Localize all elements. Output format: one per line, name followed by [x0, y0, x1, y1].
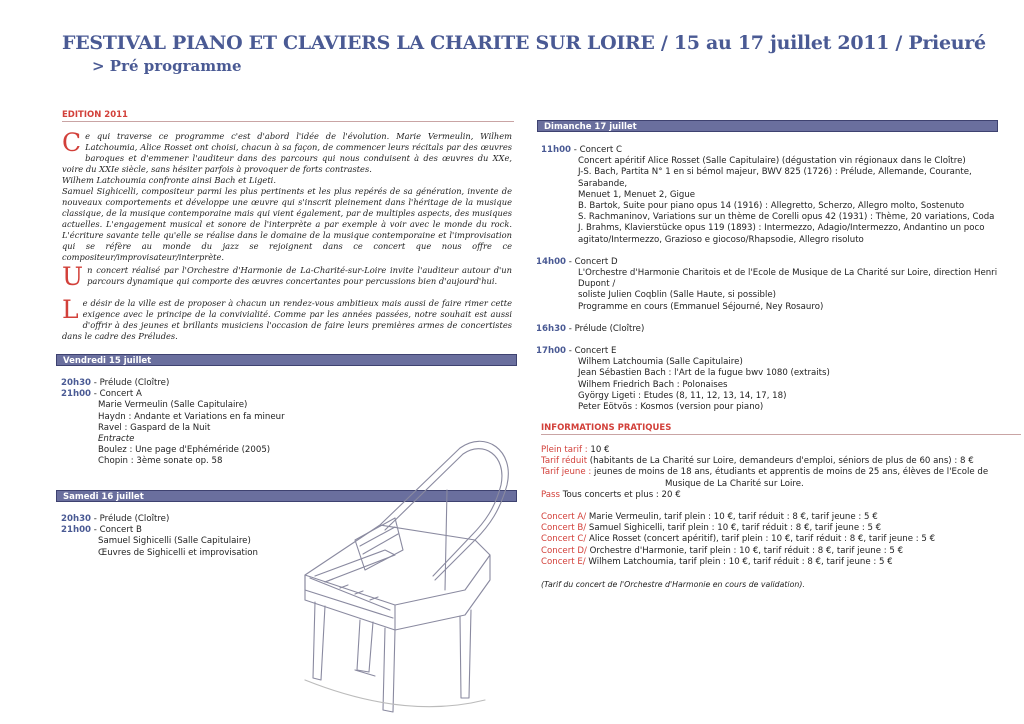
event-label: - Prélude (Cloître) — [566, 323, 645, 334]
event-time: 21h00 — [61, 525, 92, 536]
infos-rule — [541, 434, 1021, 435]
event-concert-a — [61, 389, 511, 400]
program-line: Jean Sébastien Bach : l'Art de la fugue bwv 1080 (extraits) — [578, 368, 830, 379]
price-jeune — [541, 467, 1021, 478]
infos-block — [541, 445, 1021, 590]
edition-label: EDITION 2011 — [62, 110, 128, 120]
event-label: - Concert A — [91, 389, 142, 400]
day-bar-vendredi: Vendredi 15 juillet — [56, 354, 517, 366]
price-key: Pass — [541, 489, 561, 500]
concert-price — [541, 523, 1021, 534]
page-title: FESTIVAL PIANO ET CLAVIERS LA CHARITE SUR LOIRE / 15 au 17 juillet 2011 / Prieuré — [62, 32, 986, 54]
price-value: Tous concerts et plus : 20 € — [560, 489, 681, 500]
program-line: B. Bartok, Suite pour piano opus 14 (1916) : Allegretto, Scherzo, Allegro molto, Sostenuto — [578, 201, 965, 212]
event-prelude — [536, 324, 1021, 335]
concert-price — [541, 534, 1021, 545]
event-time: 16h30 — [536, 323, 567, 334]
concert-value: Samuel Sighicelli, tarif plein : 10 €, tarif réduit : 8 €, tarif jeune : 5 € — [586, 523, 882, 534]
edition-intro-3 — [62, 295, 512, 342]
concert-price — [541, 557, 1021, 568]
program-line: Haydn : Andante et Variations en fa mineur — [98, 411, 285, 422]
program-line: agitato/Intermezzo, Grazioso e giocoso/Rhapsodie, Allegro risoluto — [578, 234, 864, 245]
event-time: 14h00 — [536, 256, 567, 267]
edition-rule — [62, 121, 514, 122]
event-concert-c — [541, 145, 1021, 156]
price-value: (habitants de La Charité sur Loire, demandeurs d'emploi, séniors de plus de 60 ans) : 8 € — [587, 456, 974, 467]
program-line: J-S. Bach, Partita N° 1 en si bémol majeur, BWV 825 (1726) : Prélude, Allemande, Courante, Sarabande, — [578, 167, 972, 189]
concert-key: Concert A/ — [541, 512, 587, 523]
price-key: Tarif réduit — [541, 456, 588, 467]
infos-label: INFORMATIONS PRATIQUES — [541, 423, 672, 433]
concert-value: Alice Rosset (concert apéritif), tarif plein : 10 €, tarif réduit : 8 €, tarif jeune : 5 € — [586, 534, 936, 545]
event-concert-e — [536, 346, 1021, 357]
program-line: Menuet 1, Menuet 2, Gigue — [578, 189, 696, 200]
event-label: - Concert C — [571, 145, 622, 155]
program-line: Wilhem Latchoumia (Salle Capitulaire) — [578, 357, 743, 368]
dropcap-l: L — [62, 295, 79, 324]
program-line: Concert apéritif Alice Rosset (Salle Capitulaire) (dégustation vin régionaux dans le Cloître) — [578, 156, 966, 167]
page-subtitle: > Pré programme — [92, 57, 242, 75]
concert-value: Orchestre d'Harmonie, tarif plein : 10 €, tarif réduit : 8 €, tarif jeune : 5 € — [586, 545, 904, 556]
intro-p3: e désir de la ville est de proposer à chacun un rendez-vous ambitieux mais aussi de faire rimer cette exigence avec le principe de la convivialité. Comme par les années passées, notre souhait est aussi d'offrir à des jeunes et brillants musiciens l'occasion de faire leurs premières armes de concertistes dans le cadre des Préludes. — [62, 298, 512, 341]
concert-key: Concert B/ — [541, 523, 587, 534]
event-label: - Concert D — [566, 256, 618, 267]
program-line: soliste Julien Coqblin (Salle Haute, si possible) — [578, 290, 777, 301]
dropcap-c: C — [62, 128, 82, 157]
price-pass — [541, 490, 1021, 501]
concert-key: Concert E/ — [541, 556, 586, 567]
program-line: Peter Eötvös : Kosmos (version pour piano) — [578, 402, 764, 413]
event-prelude — [61, 378, 511, 389]
program-line: S. Rachmaninov, Variations sur un thème de Corelli opus 42 (1931) : Thème, 20 variations, Coda — [578, 212, 995, 223]
program-line: Marie Vermeulin (Salle Capitulaire) — [98, 400, 248, 411]
event-label: - Prélude (Cloître) — [91, 378, 170, 388]
tarif-note: (Tarif du concert de l'Orchestre d'Harmonie en cours de validation). — [541, 580, 805, 590]
price-jeune-cont: Musique de La Charité sur Loire. — [665, 478, 804, 489]
program-line: L'Orchestre d'Harmonie Charitois et de l'Ecole de Musique de La Charité sur Loire, direction Henri Dupont / — [578, 268, 998, 290]
price-value: 10 € — [587, 445, 610, 455]
concert-price — [541, 546, 1021, 557]
day-bar-dimanche: Dimanche 17 juillet — [537, 120, 998, 132]
program-line: Chopin : 3ème sonate op. 58 — [98, 456, 223, 467]
concert-key: Concert C/ — [541, 534, 587, 545]
edition-intro-2 — [62, 262, 512, 291]
price-key: Plein tarif : — [541, 445, 588, 455]
event-time: 20h30 — [61, 378, 92, 388]
program-line: György Ligeti : Etudes (8, 11, 12, 13, 14, 17, 18) — [578, 390, 787, 401]
program-line: Œuvres de Sighicelli et improvisation — [98, 547, 258, 558]
event-concert-d — [536, 257, 1021, 268]
program-line: Wilhem Friedrich Bach : Polonaises — [578, 379, 728, 390]
grand-piano-icon — [285, 430, 530, 720]
event-time: 17h00 — [536, 346, 567, 357]
event-label: - Prélude (Cloître) — [91, 514, 170, 524]
schedule-dimanche — [536, 145, 1021, 413]
event-label: - Concert B — [91, 525, 142, 536]
price-value: jeunes de moins de 18 ans, étudiants et apprentis de moins de 25 ans, élèves de l'Ecole de — [591, 467, 989, 478]
price-plein — [541, 445, 1021, 456]
intro-p1b: Wilhem Latchoumia confronte ainsi Bach et Ligeti. — [62, 175, 276, 185]
concert-key: Concert D/ — [541, 545, 587, 556]
event-time: 11h00 — [541, 145, 572, 155]
day-bar-samedi: Samedi 16 juillet — [56, 490, 517, 502]
concert-value: Marie Vermeulin, tarif plein : 10 €, tarif réduit : 8 €, tarif jeune : 5 € — [586, 512, 878, 523]
event-label: - Concert E — [566, 346, 617, 357]
edition-intro-1 — [62, 128, 512, 263]
concert-value: Wilhem Latchoumia, tarif plein : 10 €, tarif réduit : 8 €, tarif jeune : 5 € — [585, 556, 893, 567]
program-line: Ravel : Gaspard de la Nuit — [98, 422, 211, 433]
dropcap-u: U — [62, 262, 84, 291]
intro-p1: e qui traverse ce programme c'est d'abord l'idée de l'évolution. Marie Vermeulin, Wilhem Latchoumia, Alice Rosset ont choisi, chacun à sa façon, de commencer leurs récitals par des œuvres baroques et d'emmener l'auditeur dans des parcours qui nous conduisent à des œuvres du XXe, voire du XXIe siècle, sans hésiter parfois à provoquer de forts contrastes. — [62, 131, 512, 174]
program-line: J. Brahms, Klavierstücke opus 119 (1893) : Intermezzo, Adagio/Intermezzo, Andantino un poco — [578, 223, 985, 234]
event-time: 21h00 — [61, 389, 92, 400]
intro-p1c: Samuel Sighicelli, compositeur parmi les plus pertinents et les plus repérés de sa génération, invente de nouveaux comportements et développe une œuvre qui s'inscrit pleinement dans l'héritage de la musique classique, de la musique contemporaine mais qui vient également, par de multiples aspects, des musiques actuelles. L'engagement musical et sonore de l'interprète a par exemple à voir avec le monde du rock. L'écriture savante telle qu'elle se réalise dans le domaine de la musique contemporaine et l'improvisation qui se réfère au monde du jazz se rejoignent dans ce concert que nous offre ce compositeur/improvisateur/interprète. — [62, 186, 512, 262]
concert-price — [541, 512, 1021, 523]
price-key: Tarif jeune : — [541, 467, 592, 478]
intro-p2: n concert réalisé par l'Orchestre d'Harmonie de La-Charité-sur-Loire invite l'auditeur autour d'un parcours dynamique qui comporte des œuvres concertantes pour percussions bien d'aujourd'hui. — [87, 265, 512, 286]
entracte-line: Entracte — [98, 434, 135, 445]
program-line: Boulez : Une page d'Ephéméride (2005) — [98, 445, 271, 456]
price-reduit — [541, 456, 1021, 467]
program-line: Samuel Sighicelli (Salle Capitulaire) — [98, 536, 251, 547]
program-line: Programme en cours (Emmanuel Séjourné, Ney Rosauro) — [578, 301, 824, 312]
event-time: 20h30 — [61, 514, 92, 524]
